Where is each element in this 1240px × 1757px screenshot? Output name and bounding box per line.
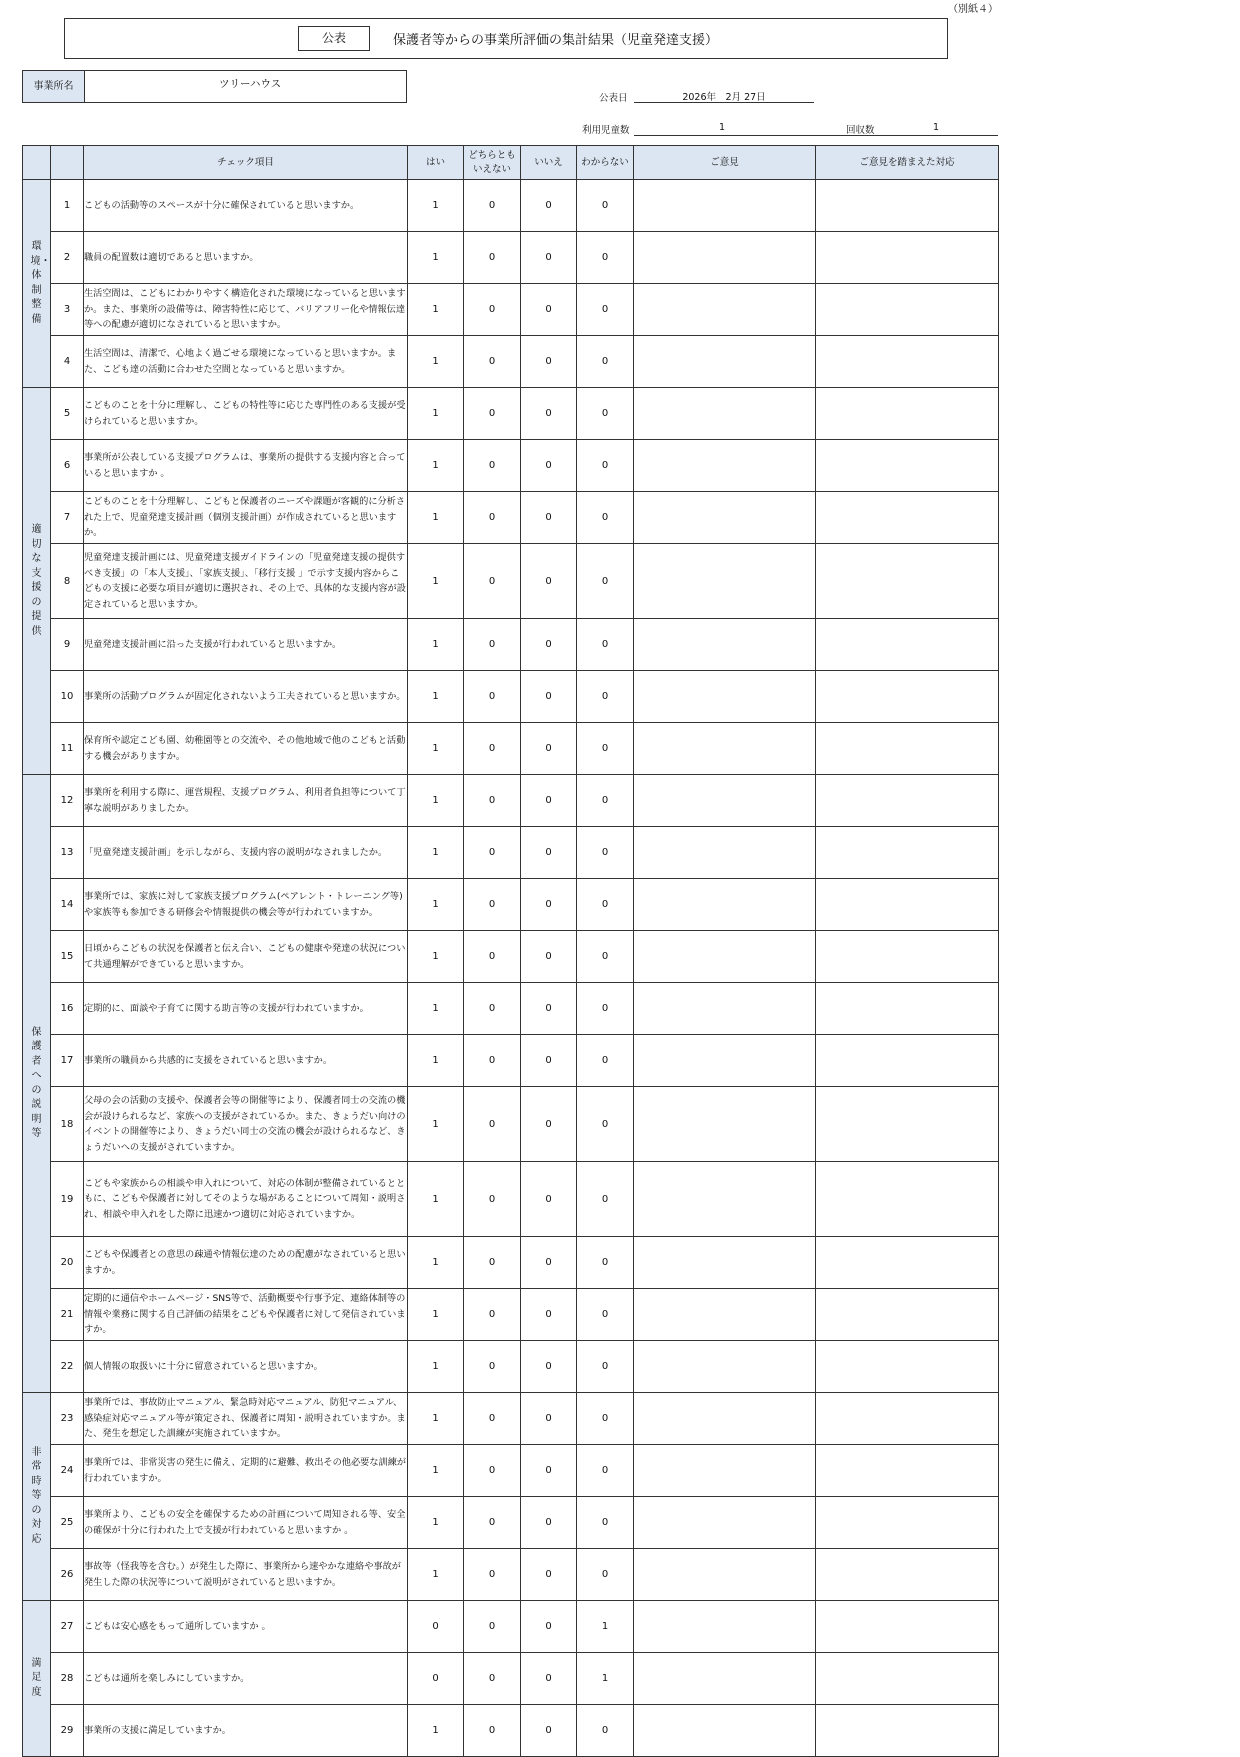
table-row [23,1341,999,1393]
header-check-item: チェック項目 [84,146,408,180]
table-header-row [23,146,999,180]
page-title: 保護者等からの事業所評価の集計結果（児童発達支援） [393,33,719,48]
count-unknown: 0 [577,336,634,388]
count-unknown: 0 [577,388,634,440]
opinion-cell [634,1705,816,1757]
count-neither: 0 [464,1035,521,1087]
count-no: 0 [521,671,577,723]
count-unknown: 0 [577,1705,634,1757]
count-yes: 1 [408,1341,464,1393]
count-no: 0 [521,879,577,931]
row-number: 13 [51,827,84,879]
response-cell [816,619,999,671]
count-neither: 0 [464,1601,521,1653]
count-unknown: 0 [577,671,634,723]
opinion-cell [634,284,816,336]
row-number: 14 [51,879,84,931]
count-neither: 0 [464,232,521,284]
response-cell [816,1601,999,1653]
category-label [23,388,51,775]
response-cell [816,1035,999,1087]
table-row [23,827,999,879]
opinion-cell [634,1653,816,1705]
count-no: 0 [521,1445,577,1497]
check-item-text: 児童発達支援計画には、児童発達支援ガイドラインの「児童発達支援の提供すべき支援」の「本人支援」、「家族支援」、「移行支援 」で示す支援内容からこどもの支援に必要な項目が適切に選択され、その上で、具体的な支援内容が設定されていると思いますか。 [84,544,408,619]
count-yes: 1 [408,388,464,440]
table-row [23,1162,999,1237]
row-number: 11 [51,723,84,775]
opinion-cell [634,1289,816,1341]
count-unknown: 0 [577,775,634,827]
header-neither [464,146,521,180]
row-number: 8 [51,544,84,619]
check-item-text: 「児童発達支援計画」を示しながら、支援内容の説明がなされましたか。 [84,827,408,879]
count-neither: 0 [464,1162,521,1237]
opinion-cell [634,1035,816,1087]
category-label-text: 環境・体制整備 [30,241,51,325]
count-no: 0 [521,723,577,775]
row-number: 9 [51,619,84,671]
check-item-text: 定期的に、面談や子育てに関する助言等の支援が行われていますか。 [84,983,408,1035]
count-no: 0 [521,232,577,284]
row-number: 2 [51,232,84,284]
count-neither: 0 [464,879,521,931]
count-yes: 1 [408,671,464,723]
count-yes: 1 [408,1289,464,1341]
count-unknown: 0 [577,983,634,1035]
table-row [23,544,999,619]
table-row [23,440,999,492]
users-count-value: 1 [718,122,726,133]
response-cell [816,1162,999,1237]
row-number: 12 [51,775,84,827]
count-neither: 0 [464,284,521,336]
office-name-value: ツリーハウス [219,78,282,90]
count-yes: 1 [408,1162,464,1237]
table-row [23,180,999,232]
check-item-text: 生活空間は、清潔で、心地よく過ごせる環境になっていると思いますか。また、こども達の活動に合わせた空間となっていると思いますか。 [84,336,408,388]
count-no: 0 [521,180,577,232]
count-neither: 0 [464,180,521,232]
response-cell [816,336,999,388]
count-neither: 0 [464,723,521,775]
table-row [23,1087,999,1162]
count-unknown: 0 [577,1035,634,1087]
opinion-cell [634,180,816,232]
table-row [23,983,999,1035]
opinion-cell [634,1445,816,1497]
count-unknown: 0 [577,544,634,619]
count-unknown: 0 [577,232,634,284]
row-number: 5 [51,388,84,440]
header-opinion: ご意見 [634,146,816,180]
count-no: 0 [521,1601,577,1653]
check-item-text: 生活空間は、こどもにわかりやすく構造化された環境になっていると思いますか。また、事業所の設備等は、障害特性に応じて、バリアフリー化や情報伝達等への配慮が適切になされていると思いますか。 [84,284,408,336]
table-row [23,775,999,827]
opinion-cell [634,388,816,440]
count-neither: 0 [464,336,521,388]
count-yes: 1 [408,775,464,827]
response-cell [816,879,999,931]
table-row [23,879,999,931]
count-no: 0 [521,492,577,544]
opinion-cell [634,1601,816,1653]
attachment-label: （別紙４） [948,4,998,15]
count-yes: 1 [408,544,464,619]
response-cell [816,1705,999,1757]
count-no: 0 [521,1705,577,1757]
count-yes: 1 [408,619,464,671]
count-unknown: 0 [577,723,634,775]
count-yes: 1 [408,1393,464,1445]
count-no: 0 [521,388,577,440]
count-neither: 0 [464,1289,521,1341]
table-row [23,1035,999,1087]
response-cell [816,983,999,1035]
response-cell [816,180,999,232]
count-neither: 0 [464,440,521,492]
count-neither: 0 [464,1087,521,1162]
header-neither-line2: いえない [472,163,511,175]
count-unknown: 0 [577,440,634,492]
check-item-text: こどもは安心感をもって通所していますか 。 [84,1601,408,1653]
check-item-text: 事業所の活動プログラムが固定化されないよう工夫されていると思いますか。 [84,671,408,723]
count-yes: 1 [408,983,464,1035]
opinion-cell [634,983,816,1035]
opinion-cell [634,1393,816,1445]
table-row [23,931,999,983]
response-cell [816,284,999,336]
count-no: 0 [521,284,577,336]
count-neither: 0 [464,671,521,723]
office-name-box [22,70,407,103]
count-unknown: 0 [577,879,634,931]
table-row [23,492,999,544]
count-unknown: 0 [577,492,634,544]
count-unknown: 1 [577,1601,634,1653]
check-item-text: こどもは通所を楽しみにしていますか。 [84,1653,408,1705]
count-unknown: 0 [577,1393,634,1445]
count-unknown: 0 [577,827,634,879]
row-number: 26 [51,1549,84,1601]
count-yes: 1 [408,827,464,879]
row-number: 24 [51,1445,84,1497]
table-row [23,1289,999,1341]
table-row [23,1653,999,1705]
table-row [23,388,999,440]
publication-tag: 公表 [298,26,370,51]
row-number: 29 [51,1705,84,1757]
count-neither: 0 [464,1445,521,1497]
header-no: いいえ [521,146,577,180]
count-neither: 0 [464,827,521,879]
row-number: 27 [51,1601,84,1653]
publish-date-label: 公表日 [599,93,628,104]
count-neither: 0 [464,1497,521,1549]
count-no: 0 [521,827,577,879]
count-yes: 1 [408,232,464,284]
response-cell [816,1497,999,1549]
opinion-cell [634,1087,816,1162]
count-neither: 0 [464,388,521,440]
category-label [23,180,51,388]
count-neither: 0 [464,492,521,544]
count-no: 0 [521,1035,577,1087]
count-neither: 0 [464,1549,521,1601]
count-no: 0 [521,931,577,983]
response-cell [816,1237,999,1289]
count-no: 0 [521,619,577,671]
response-cell [816,723,999,775]
opinion-cell [634,671,816,723]
row-number: 17 [51,1035,84,1087]
row-number: 6 [51,440,84,492]
count-neither: 0 [464,544,521,619]
header-unknown: わからない [577,146,634,180]
check-item-text: 保育所や認定こども園、幼稚園等との交流や、その他地域で他のこどもと活動する機会がありますか。 [84,723,408,775]
count-no: 0 [521,1549,577,1601]
header-response: ご意見を踏まえた対応 [816,146,999,180]
response-cell [816,931,999,983]
row-number: 16 [51,983,84,1035]
response-cell [816,492,999,544]
count-neither: 0 [464,1237,521,1289]
count-unknown: 0 [577,1341,634,1393]
count-no: 0 [521,1497,577,1549]
row-number: 3 [51,284,84,336]
count-neither: 0 [464,1653,521,1705]
response-cell [816,1653,999,1705]
header-yes: はい [408,146,464,180]
check-item-text: 事業所の支援に満足していますか。 [84,1705,408,1757]
row-number: 18 [51,1087,84,1162]
count-unknown: 0 [577,1162,634,1237]
check-item-text: こどものことを十分に理解し、こどもの特性等に応じた専門性のある支援が受けられていると思いますか。 [84,388,408,440]
check-item-text: 児童発達支援計画に沿った支援が行われていると思いますか。 [84,619,408,671]
count-unknown: 0 [577,931,634,983]
table-row [23,1237,999,1289]
count-unknown: 0 [577,1289,634,1341]
check-item-text: 事業所を利用する際に、運営規程、支援プログラム、利用者負担等について丁寧な説明がありましたか。 [84,775,408,827]
count-no: 0 [521,336,577,388]
row-number: 28 [51,1653,84,1705]
opinion-cell [634,232,816,284]
count-yes: 0 [408,1601,464,1653]
category-label-text: 非常時等の対応 [31,1446,42,1545]
count-yes: 1 [408,1549,464,1601]
count-no: 0 [521,440,577,492]
table-row [23,1393,999,1445]
check-item-text: 個人情報の取扱いに十分に留意されていると思いますか。 [84,1341,408,1393]
count-unknown: 0 [577,1237,634,1289]
count-unknown: 0 [577,619,634,671]
count-yes: 1 [408,1705,464,1757]
count-yes: 1 [408,879,464,931]
row-number: 22 [51,1341,84,1393]
count-yes: 1 [408,440,464,492]
table-row [23,1445,999,1497]
count-unknown: 0 [577,1549,634,1601]
response-cell [816,544,999,619]
count-unknown: 0 [577,1497,634,1549]
response-cell [816,775,999,827]
opinion-cell [634,440,816,492]
count-no: 0 [521,1341,577,1393]
count-yes: 1 [408,336,464,388]
opinion-cell [634,1237,816,1289]
count-no: 0 [521,1162,577,1237]
count-yes: 1 [408,1087,464,1162]
row-number: 23 [51,1393,84,1445]
row-number: 1 [51,180,84,232]
count-no: 0 [521,1653,577,1705]
check-item-text: こどものことを十分理解し、こどもと保護者のニーズや課題が客観的に分析された上で、児童発達支援計画（個別支援計画）が作成されていると思いますか。 [84,492,408,544]
check-item-text: 定期的に通信やホームページ・SNS等で、活動概要や行事予定、連絡体制等の情報や業務に関する自己評価の結果をこどもや保護者に対して発信されていますか。 [84,1289,408,1341]
opinion-cell [634,1497,816,1549]
count-neither: 0 [464,619,521,671]
response-cell [816,388,999,440]
check-item-text: 事業所の職員から共感的に支援をされていると思いますか。 [84,1035,408,1087]
check-item-text: 職員の配置数は適切であると思いますか。 [84,232,408,284]
row-number: 4 [51,336,84,388]
row-number: 7 [51,492,84,544]
response-cell [816,1341,999,1393]
count-neither: 0 [464,983,521,1035]
row-number: 15 [51,931,84,983]
check-item-text: 日頃からこどもの状況を保護者と伝え合い、こどもの健康や発達の状況について共通理解ができていると思いますか。 [84,931,408,983]
count-yes: 1 [408,1237,464,1289]
response-cell [816,1393,999,1445]
row-number: 20 [51,1237,84,1289]
row-number: 19 [51,1162,84,1237]
opinion-cell [634,1549,816,1601]
count-yes: 1 [408,284,464,336]
opinion-cell [634,1162,816,1237]
count-yes: 1 [408,931,464,983]
table-row [23,336,999,388]
table-row [23,1549,999,1601]
table-row [23,1705,999,1757]
count-no: 0 [521,983,577,1035]
check-item-text: こどもや保護者との意思の疎通や情報伝達のための配慮がなされていると思いますか。 [84,1237,408,1289]
opinion-cell [634,775,816,827]
opinion-cell [634,723,816,775]
count-unknown: 0 [577,284,634,336]
response-cell [816,827,999,879]
row-number: 10 [51,671,84,723]
count-yes: 0 [408,1653,464,1705]
response-cell [816,1445,999,1497]
opinion-cell [634,931,816,983]
check-item-text: 事業所では、事故防止マニュアル、緊急時対応マニュアル、防犯マニュアル、感染症対応マニュアル等が策定され、保護者に周知・説明されていますか。また、発生を想定した訓練が実施されていますか。 [84,1393,408,1445]
count-yes: 1 [408,1035,464,1087]
row-number: 25 [51,1497,84,1549]
response-cell [816,1087,999,1162]
check-item-text: 事故等（怪我等を含む。）が発生した際に、事業所から速やかな連絡や事故が発生した際の状況等について説明がされていると思いますか。 [84,1549,408,1601]
count-no: 0 [521,1289,577,1341]
check-item-text: 事業所では、家族に対して家族支援プログラム(ペアレント・トレーニング等)や家族等も参加できる研修会や情報提供の機会等が行われていますか。 [84,879,408,931]
count-no: 0 [521,1393,577,1445]
count-yes: 1 [408,723,464,775]
count-no: 0 [521,775,577,827]
row-number: 21 [51,1289,84,1341]
table-row [23,723,999,775]
count-unknown: 0 [577,1445,634,1497]
opinion-cell [634,619,816,671]
count-no: 0 [521,1087,577,1162]
response-cell [816,232,999,284]
count-neither: 0 [464,931,521,983]
publish-date-value: 2026年 2月 27日 [682,92,766,103]
category-label [23,1393,51,1601]
category-label [23,775,51,1393]
check-item-text: 事業所より、こどもの安全を確保するための計画について周知される等、安全の確保が十分に行われた上で支援が行われていると思いますか 。 [84,1497,408,1549]
response-cell [816,671,999,723]
check-item-text: 事業所が公表している支援プログラムは、事業所の提供する支援内容と合っていると思いますか 。 [84,440,408,492]
opinion-cell [634,544,816,619]
count-unknown: 0 [577,180,634,232]
count-yes: 1 [408,1445,464,1497]
category-label-text: 適切な支援の提供 [31,524,42,637]
count-unknown: 0 [577,1087,634,1162]
table-row [23,232,999,284]
users-count-label: 利用児童数 [582,125,630,136]
count-neither: 0 [464,1341,521,1393]
response-cell [816,440,999,492]
count-neither: 0 [464,1705,521,1757]
title-box [64,18,948,59]
category-label-text: 保護者への説明等 [31,1026,42,1139]
count-neither: 0 [464,1393,521,1445]
response-cell [816,1549,999,1601]
opinion-cell [634,336,816,388]
table-row [23,619,999,671]
header-neither-line1: どちらとも [468,149,516,161]
category-label [23,1601,51,1757]
count-no: 0 [521,544,577,619]
table-row [23,671,999,723]
header-number [51,146,84,180]
evaluation-table [22,145,999,1757]
collected-count-label: 回収数 [846,125,875,136]
collected-count-value: 1 [932,122,940,133]
table-row [23,1601,999,1653]
office-name-label: 事業所名 [23,71,85,102]
count-no: 0 [521,1237,577,1289]
count-yes: 1 [408,492,464,544]
check-item-text: こどもや家族からの相談や申入れについて、対応の体制が整備されているとともに、こどもや保護者に対してそのような場があることについて周知・説明され、相談や申入れをした際に迅速かつ適切に対応されていますか。 [84,1162,408,1237]
count-yes: 1 [408,1497,464,1549]
check-item-text: 事業所では、非常災害の発生に備え、定期的に避難、救出その他必要な訓練が行われていますか。 [84,1445,408,1497]
opinion-cell [634,879,816,931]
response-cell [816,1289,999,1341]
check-item-text: こどもの活動等のスペースが十分に確保されていると思いますか。 [84,180,408,232]
check-item-text: 父母の会の活動の支援や、保護者会等の開催等により、保護者同士の交流の機会が設けられるなど、家族への支援がされているか。また、きょうだい向けのイベントの開催等により、きょうだい同士の交流の機会が設けられるなど、きょうだいへの支援がされていますか。 [84,1087,408,1162]
header-category [23,146,51,180]
opinion-cell [634,492,816,544]
table-row [23,284,999,336]
opinion-cell [634,827,816,879]
count-unknown: 1 [577,1653,634,1705]
category-label-text: 満足度 [31,1657,42,1698]
opinion-cell [634,1341,816,1393]
table-row [23,1497,999,1549]
count-yes: 1 [408,180,464,232]
count-neither: 0 [464,775,521,827]
